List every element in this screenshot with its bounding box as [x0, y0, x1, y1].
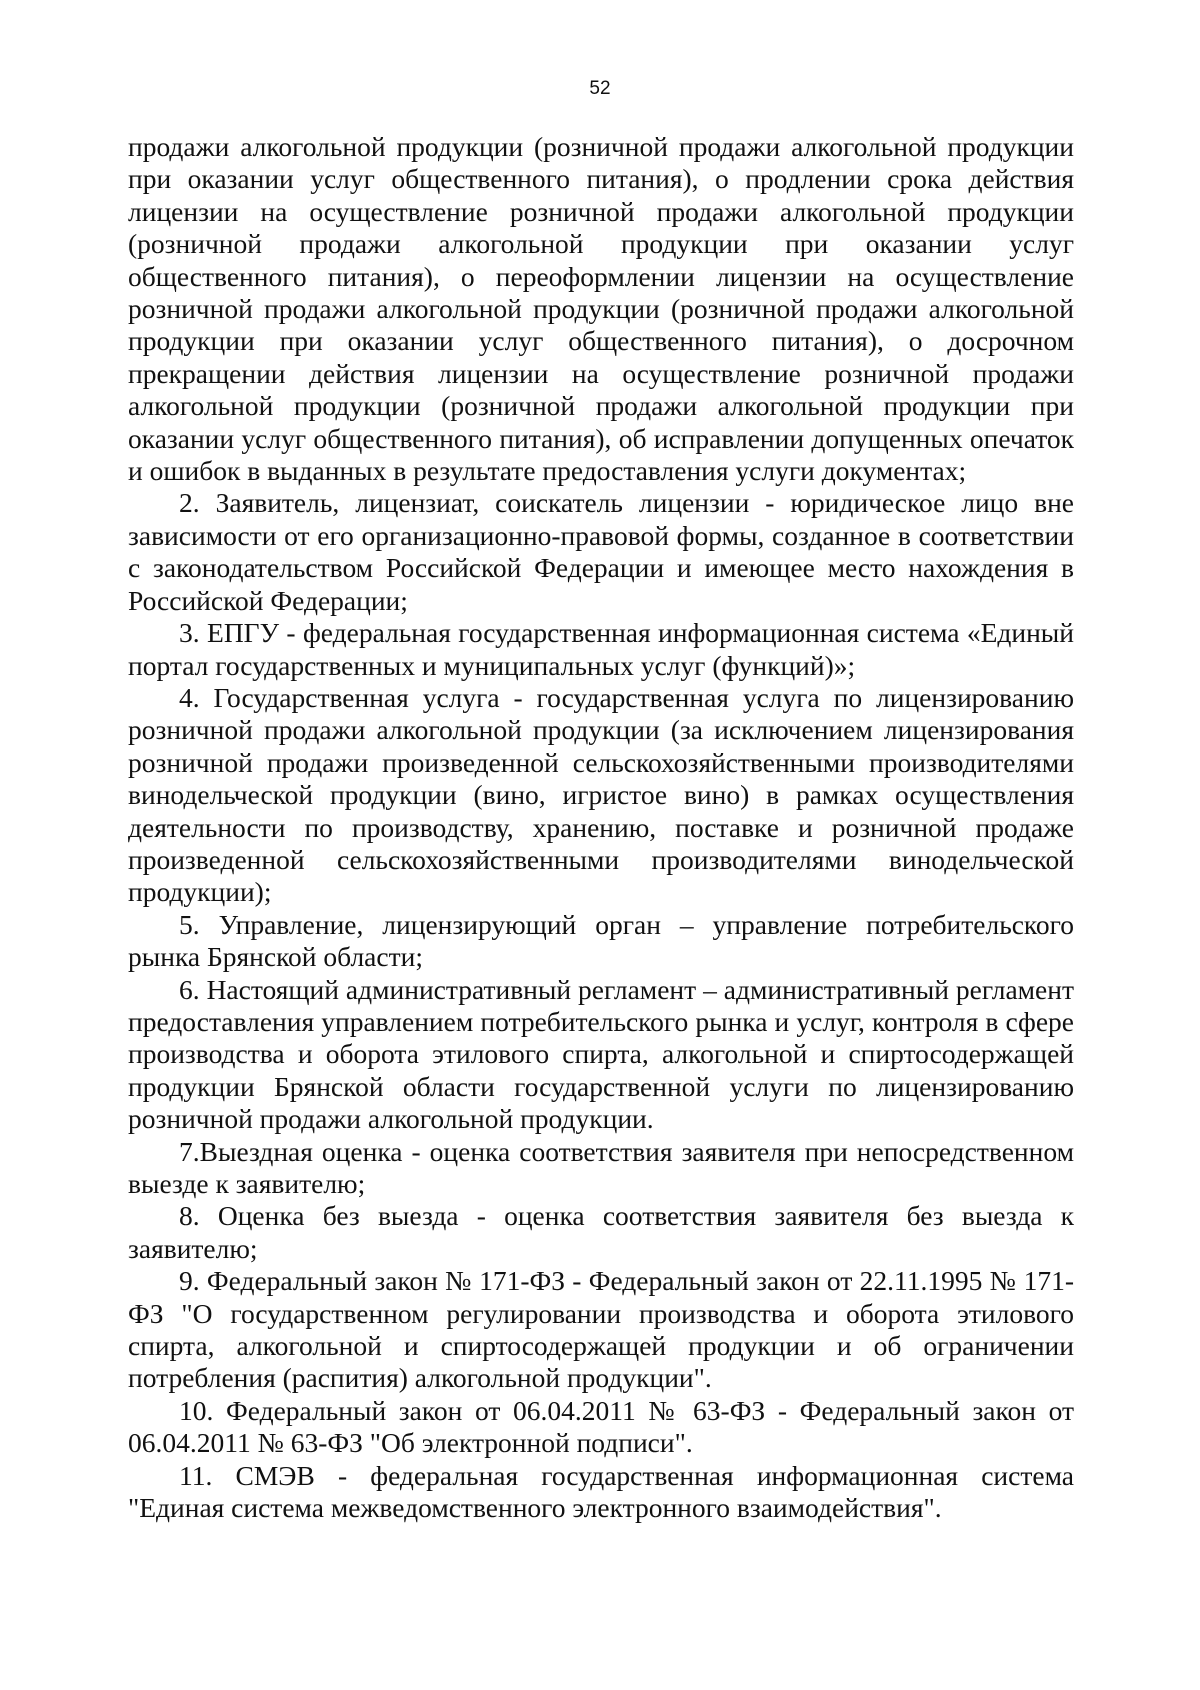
paragraph-item-10-federal-law-63: 10. Федеральный закон от 06.04.2011 № 63-ФЗ - Федеральный закон от 06.04.2011 № 63-ФЗ "Об электронной подписи".: [128, 1394, 1074, 1459]
paragraph-item-6-regulation: 6. Настоящий административный регламент – административный регламент предоставления управлением потребительского рынка и услуг, контроля в сфере производства и оборота этилового спирта, алкогольной и спиртосодержащей продукции Брянской области государственной услуги по лицензированию розничной продажи алкогольной продукции.: [128, 973, 1074, 1135]
paragraph-item-11-smev: 11. СМЭВ - федеральная государственная информационная система "Единая система межведомственного электронного взаимодействия".: [128, 1459, 1074, 1524]
paragraph-item-4-state-service: 4. Государственная услуга - государственная услуга по лицензированию розничной продажи алкогольной продукции (за исключением лицензирования розничной продажи произведенной сельскохозяйственными производителями винодельческой продукции (вино, игристое вино) в рамках осуществления деятельности по производству, хранению, поставке и розничной продаже произведенной сельскохозяйственными производителями винодельческой продукции);: [128, 681, 1074, 908]
paragraph-item-8-remote-assessment: 8. Оценка без выезда - оценка соответствия заявителя без выезда к заявителю;: [128, 1200, 1074, 1264]
document-body: [128, 131, 1074, 1524]
page-number: 52: [589, 78, 611, 99]
paragraph-item-5-administration: 5. Управление, лицензирующий орган – управление потребительского рынка Брянской области;: [128, 908, 1074, 973]
paragraph-item-2-applicant: 2. Заявитель, лицензиат, соискатель лицензии - юридическое лицо вне зависимости от его организационно-правовой формы, созданное в соответствии с законодательством Российской Федерации и имеющее место нахождения в Российской Федерации;: [128, 487, 1074, 616]
paragraph-continuation: продажи алкогольной продукции (розничной продажи алкогольной продукции при оказании услуг общественного питания), о продлении срока действия лицензии на осуществление розничной продажи алкогольной продукции (розничной продажи алкогольной продукции при оказании услуг общественного питания), о переоформлении лицензии на осуществление розничной продажи алкогольной продукции (розничной продажи алкогольной продукции при оказании услуг общественного питания), о досрочном прекращении действия лицензии на осуществление розничной продажи алкогольной продукции (розничной продажи алкогольной продукции при оказании услуг общественного питания), об исправлении допущенных опечаток и ошибок в выданных в результате предоставления услуги документах;: [128, 131, 1074, 487]
paragraph-item-9-federal-law-171: 9. Федеральный закон № 171-ФЗ - Федеральный закон от 22.11.1995 № 171-ФЗ "О государственном регулировании производства и оборота этилового спирта, алкогольной и спиртосодержащей продукции и об ограничении потребления (распития) алкогольной продукции".: [128, 1265, 1074, 1394]
paragraph-item-3-epgu: 3. ЕПГУ - федеральная государственная информационная система «Единый портал государственных и муниципальных услуг (функций)»;: [128, 617, 1074, 681]
paragraph-item-7-field-assessment: 7.Выездная оценка - оценка соответствия заявителя при непосредственном выезде к заявителю;: [128, 1135, 1074, 1199]
